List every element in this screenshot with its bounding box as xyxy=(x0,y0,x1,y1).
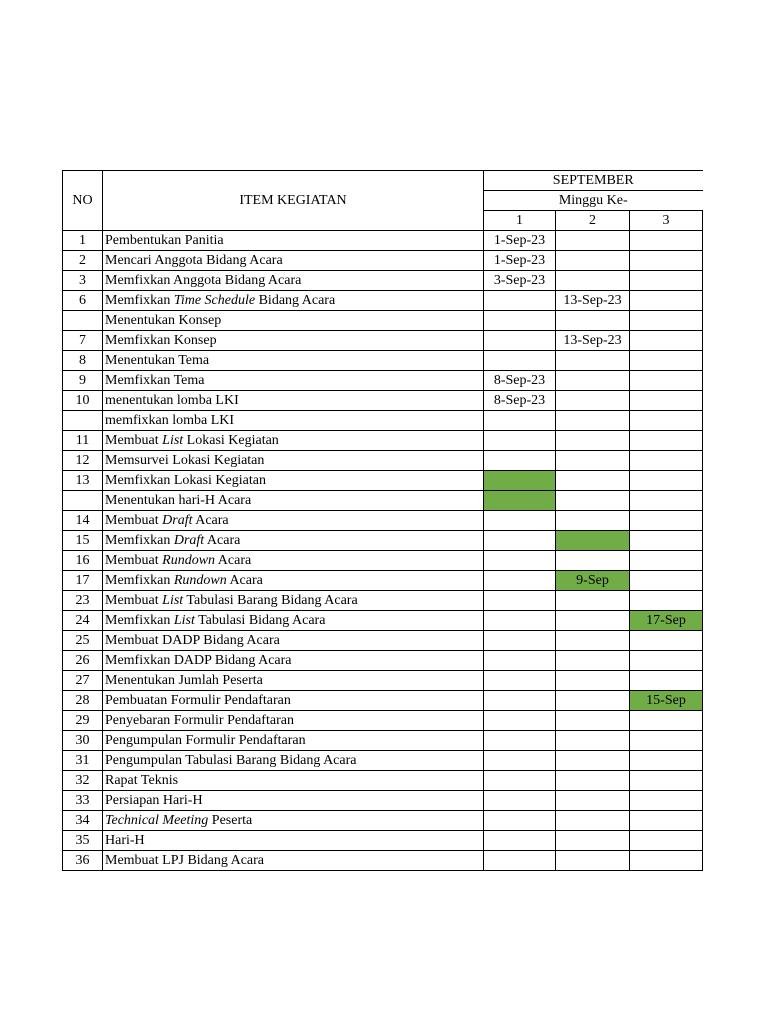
row-number: 14 xyxy=(63,511,103,531)
week-3-cell xyxy=(630,451,703,471)
item-text: Pembuatan Formulir Pendaftaran xyxy=(105,693,291,708)
item-text: Memfixkan xyxy=(105,573,174,588)
item-kegiatan xyxy=(103,731,484,751)
item-text: Persiapan Hari-H xyxy=(105,793,203,808)
week-3-cell xyxy=(630,591,703,611)
week-3-cell xyxy=(630,811,703,831)
item-text: Tabulasi Bidang Acara xyxy=(194,613,326,628)
row-number: 25 xyxy=(63,631,103,651)
item-kegiatan xyxy=(103,231,484,251)
item-kegiatan xyxy=(103,311,484,331)
week-3-cell xyxy=(630,551,703,571)
item-text: Memfixkan Anggota Bidang Acara xyxy=(105,273,302,288)
row-number: 30 xyxy=(63,731,103,751)
week-3-cell: 15-Sep xyxy=(630,691,703,711)
item-text-italic: Rundown xyxy=(173,573,227,588)
table-row xyxy=(63,411,703,431)
week-2-cell xyxy=(556,651,630,671)
table-row xyxy=(63,471,703,491)
week-1-cell xyxy=(484,511,556,531)
week-2-cell xyxy=(556,511,630,531)
item-text: Membuat xyxy=(105,553,163,568)
item-text: Pengumpulan Formulir Pendaftaran xyxy=(105,733,306,748)
table-row xyxy=(63,531,703,551)
week-2-cell xyxy=(556,471,630,491)
week-1-cell xyxy=(484,531,556,551)
item-kegiatan xyxy=(103,631,484,651)
week-1-cell xyxy=(484,711,556,731)
item-text: Memfixkan DADP Bidang Acara xyxy=(105,653,292,668)
week-1-cell xyxy=(484,571,556,591)
week-2-cell xyxy=(556,731,630,751)
week-1-cell xyxy=(484,851,556,871)
table-row xyxy=(63,651,703,671)
week-2-cell xyxy=(556,591,630,611)
week-3-cell xyxy=(630,371,703,391)
header-week-2: 2 xyxy=(556,211,630,231)
item-kegiatan xyxy=(103,811,484,831)
week-2-cell xyxy=(556,671,630,691)
week-2-cell xyxy=(556,411,630,431)
schedule-table xyxy=(62,170,703,871)
week-1-cell: 1-Sep-23 xyxy=(484,231,556,251)
item-kegiatan xyxy=(103,611,484,631)
item-text: Memfixkan Tema xyxy=(105,373,205,388)
item-kegiatan xyxy=(103,351,484,371)
item-text: Acara xyxy=(226,573,263,588)
row-number: 13 xyxy=(63,471,103,491)
item-kegiatan xyxy=(103,431,484,451)
week-3-cell xyxy=(630,231,703,251)
item-text-italic: List xyxy=(162,433,184,448)
week-1-cell xyxy=(484,831,556,851)
item-text-italic: Draft xyxy=(162,513,193,528)
week-3-cell xyxy=(630,491,703,511)
week-1-cell xyxy=(484,771,556,791)
item-text: Memfixkan xyxy=(105,533,174,548)
item-kegiatan xyxy=(103,411,484,431)
item-text: Mencari Anggota Bidang Acara xyxy=(105,253,283,268)
item-kegiatan xyxy=(103,671,484,691)
week-1-cell xyxy=(484,471,556,491)
item-kegiatan xyxy=(103,591,484,611)
item-kegiatan xyxy=(103,391,484,411)
week-1-cell xyxy=(484,351,556,371)
week-2-cell xyxy=(556,271,630,291)
item-text-italic: Time Schedule xyxy=(173,293,256,308)
table-row xyxy=(63,811,703,831)
week-3-cell xyxy=(630,271,703,291)
table-row xyxy=(63,731,703,751)
item-text: Hari-H xyxy=(105,833,145,848)
week-1-cell xyxy=(484,591,556,611)
row-number: 3 xyxy=(63,271,103,291)
week-2-cell xyxy=(556,691,630,711)
week-1-cell xyxy=(484,291,556,311)
table-row xyxy=(63,571,703,591)
row-number: 24 xyxy=(63,611,103,631)
week-1-cell xyxy=(484,451,556,471)
row-number: 2 xyxy=(63,251,103,271)
item-kegiatan xyxy=(103,291,484,311)
week-3-cell: 17-Sep xyxy=(630,611,703,631)
row-number: 34 xyxy=(63,811,103,831)
item-text-italic: Technical Meeting xyxy=(105,813,209,828)
week-3-cell xyxy=(630,731,703,751)
week-3-cell xyxy=(630,391,703,411)
item-kegiatan xyxy=(103,511,484,531)
row-number: 11 xyxy=(63,431,103,451)
week-3-cell xyxy=(630,331,703,351)
week-3-cell xyxy=(630,351,703,371)
table-row xyxy=(63,231,703,251)
week-1-cell xyxy=(484,491,556,511)
week-3-cell xyxy=(630,771,703,791)
table-row xyxy=(63,491,703,511)
week-2-cell xyxy=(556,491,630,511)
item-kegiatan xyxy=(103,691,484,711)
week-2-cell: 13-Sep-23 xyxy=(556,331,630,351)
row-number: 26 xyxy=(63,651,103,671)
header-week-3: 3 xyxy=(630,211,703,231)
item-kegiatan xyxy=(103,851,484,871)
item-kegiatan xyxy=(103,791,484,811)
week-2-cell xyxy=(556,371,630,391)
item-text: Menentukan Tema xyxy=(105,353,210,368)
week-1-cell: 1-Sep-23 xyxy=(484,251,556,271)
row-number: 29 xyxy=(63,711,103,731)
table-row xyxy=(63,511,703,531)
row-number: 16 xyxy=(63,551,103,571)
week-3-cell xyxy=(630,711,703,731)
week-2-cell: 13-Sep-23 xyxy=(556,291,630,311)
item-text: Tabulasi Barang Bidang Acara xyxy=(183,593,358,608)
week-2-cell: 9-Sep xyxy=(556,571,630,591)
week-3-cell xyxy=(630,311,703,331)
week-1-cell xyxy=(484,671,556,691)
item-text: Membuat xyxy=(105,593,163,608)
table-row xyxy=(63,831,703,851)
week-3-cell xyxy=(630,791,703,811)
item-text: Memfixkan Konsep xyxy=(105,333,217,348)
item-text: Acara xyxy=(192,513,229,528)
week-2-cell xyxy=(556,631,630,651)
item-text: Lokasi Kegiatan xyxy=(183,433,279,448)
week-1-cell xyxy=(484,331,556,351)
item-text: Pembentukan Panitia xyxy=(105,233,224,248)
table-row xyxy=(63,251,703,271)
week-2-cell xyxy=(556,751,630,771)
item-text: Rapat Teknis xyxy=(105,773,179,788)
item-kegiatan xyxy=(103,551,484,571)
week-2-cell xyxy=(556,431,630,451)
week-1-cell xyxy=(484,651,556,671)
week-1-cell: 8-Sep-23 xyxy=(484,371,556,391)
row-number: 28 xyxy=(63,691,103,711)
table-row xyxy=(63,311,703,331)
week-2-cell xyxy=(556,611,630,631)
item-text: menentukan lomba LKI xyxy=(105,393,239,408)
row-number xyxy=(63,311,103,331)
item-kegiatan xyxy=(103,271,484,291)
week-1-cell xyxy=(484,311,556,331)
week-2-cell xyxy=(556,791,630,811)
table-row xyxy=(63,631,703,651)
week-3-cell xyxy=(630,571,703,591)
header-month: SEPTEMBER xyxy=(484,171,703,191)
table-row xyxy=(63,851,703,871)
item-text: Menentukan Konsep xyxy=(105,313,222,328)
week-3-cell xyxy=(630,511,703,531)
row-number: 6 xyxy=(63,291,103,311)
item-text: Acara xyxy=(204,533,241,548)
row-number: 10 xyxy=(63,391,103,411)
item-kegiatan xyxy=(103,491,484,511)
week-1-cell xyxy=(484,411,556,431)
week-3-cell xyxy=(630,431,703,451)
week-2-cell xyxy=(556,771,630,791)
row-number: 17 xyxy=(63,571,103,591)
week-3-cell xyxy=(630,531,703,551)
item-text-italic: Draft xyxy=(173,533,205,548)
row-number: 1 xyxy=(63,231,103,251)
row-number: 27 xyxy=(63,671,103,691)
row-number xyxy=(63,411,103,431)
item-text-italic: List xyxy=(173,613,195,628)
week-1-cell xyxy=(484,431,556,451)
item-text: Memfixkan xyxy=(105,613,174,628)
item-text: Pengumpulan Tabulasi Barang Bidang Acara xyxy=(105,753,357,768)
item-text: Memfixkan Lokasi Kegiatan xyxy=(105,473,266,488)
week-3-cell xyxy=(630,631,703,651)
item-text: Bidang Acara xyxy=(255,293,336,308)
item-text: Memsurvei Lokasi Kegiatan xyxy=(105,453,265,468)
item-text: memfixkan lomba LKI xyxy=(105,413,235,428)
week-3-cell xyxy=(630,751,703,771)
item-kegiatan xyxy=(103,771,484,791)
item-text: Membuat xyxy=(105,513,163,528)
table-row xyxy=(63,371,703,391)
table-row xyxy=(63,331,703,351)
item-text: Acara xyxy=(215,553,252,568)
week-3-cell xyxy=(630,251,703,271)
week-2-cell xyxy=(556,391,630,411)
table-row xyxy=(63,671,703,691)
week-1-cell xyxy=(484,551,556,571)
week-2-cell xyxy=(556,351,630,371)
row-number: 23 xyxy=(63,591,103,611)
week-3-cell xyxy=(630,411,703,431)
week-2-cell xyxy=(556,251,630,271)
table-row xyxy=(63,751,703,771)
item-kegiatan xyxy=(103,651,484,671)
week-3-cell xyxy=(630,471,703,491)
table-row xyxy=(63,271,703,291)
item-text: Menentukan hari-H Acara xyxy=(105,493,252,508)
table-row xyxy=(63,451,703,471)
row-number: 31 xyxy=(63,751,103,771)
header-item-kegiatan: ITEM KEGIATAN xyxy=(103,171,484,231)
week-3-cell xyxy=(630,291,703,311)
table-row xyxy=(63,391,703,411)
item-text: Penyebaran Formulir Pendaftaran xyxy=(105,713,294,728)
row-number: 7 xyxy=(63,331,103,351)
table-row xyxy=(63,611,703,631)
schedule-rows xyxy=(63,231,703,871)
item-text-italic: Rundown xyxy=(162,553,216,568)
week-3-cell xyxy=(630,851,703,871)
item-text: Membuat LPJ Bidang Acara xyxy=(105,853,265,868)
item-text-italic: List xyxy=(162,593,184,608)
week-1-cell xyxy=(484,691,556,711)
row-number: 36 xyxy=(63,851,103,871)
row-number: 15 xyxy=(63,531,103,551)
week-3-cell xyxy=(630,651,703,671)
item-kegiatan xyxy=(103,711,484,731)
item-kegiatan xyxy=(103,451,484,471)
week-3-cell xyxy=(630,831,703,851)
week-2-cell xyxy=(556,451,630,471)
table-row xyxy=(63,711,703,731)
week-2-cell xyxy=(556,531,630,551)
row-number: 9 xyxy=(63,371,103,391)
table-row xyxy=(63,691,703,711)
row-number xyxy=(63,491,103,511)
week-1-cell xyxy=(484,811,556,831)
row-number: 12 xyxy=(63,451,103,471)
header-week-1: 1 xyxy=(484,211,556,231)
item-text: Membuat DADP Bidang Acara xyxy=(105,633,280,648)
item-text: Membuat xyxy=(105,433,163,448)
item-text: Peserta xyxy=(208,813,253,828)
table-row xyxy=(63,551,703,571)
week-2-cell xyxy=(556,711,630,731)
week-1-cell xyxy=(484,791,556,811)
item-text: Menentukan Jumlah Peserta xyxy=(105,673,263,688)
week-2-cell xyxy=(556,551,630,571)
table-row xyxy=(63,791,703,811)
row-number: 33 xyxy=(63,791,103,811)
item-kegiatan xyxy=(103,831,484,851)
week-1-cell: 8-Sep-23 xyxy=(484,391,556,411)
row-number: 8 xyxy=(63,351,103,371)
week-1-cell: 3-Sep-23 xyxy=(484,271,556,291)
item-kegiatan xyxy=(103,331,484,351)
header-no: NO xyxy=(63,171,103,231)
week-2-cell xyxy=(556,311,630,331)
row-number: 35 xyxy=(63,831,103,851)
item-kegiatan xyxy=(103,751,484,771)
table-row xyxy=(63,291,703,311)
week-2-cell xyxy=(556,811,630,831)
table-row xyxy=(63,431,703,451)
item-kegiatan xyxy=(103,571,484,591)
week-2-cell xyxy=(556,231,630,251)
week-1-cell xyxy=(484,611,556,631)
header-week-label: Minggu Ke- xyxy=(484,191,703,211)
table-row xyxy=(63,351,703,371)
week-3-cell xyxy=(630,671,703,691)
week-2-cell xyxy=(556,851,630,871)
week-1-cell xyxy=(484,751,556,771)
item-kegiatan xyxy=(103,471,484,491)
item-text: Memfixkan xyxy=(105,293,174,308)
row-number: 32 xyxy=(63,771,103,791)
table-row xyxy=(63,771,703,791)
week-1-cell xyxy=(484,731,556,751)
table-row xyxy=(63,591,703,611)
item-kegiatan xyxy=(103,531,484,551)
week-2-cell xyxy=(556,831,630,851)
item-kegiatan xyxy=(103,371,484,391)
week-1-cell xyxy=(484,631,556,651)
item-kegiatan xyxy=(103,251,484,271)
